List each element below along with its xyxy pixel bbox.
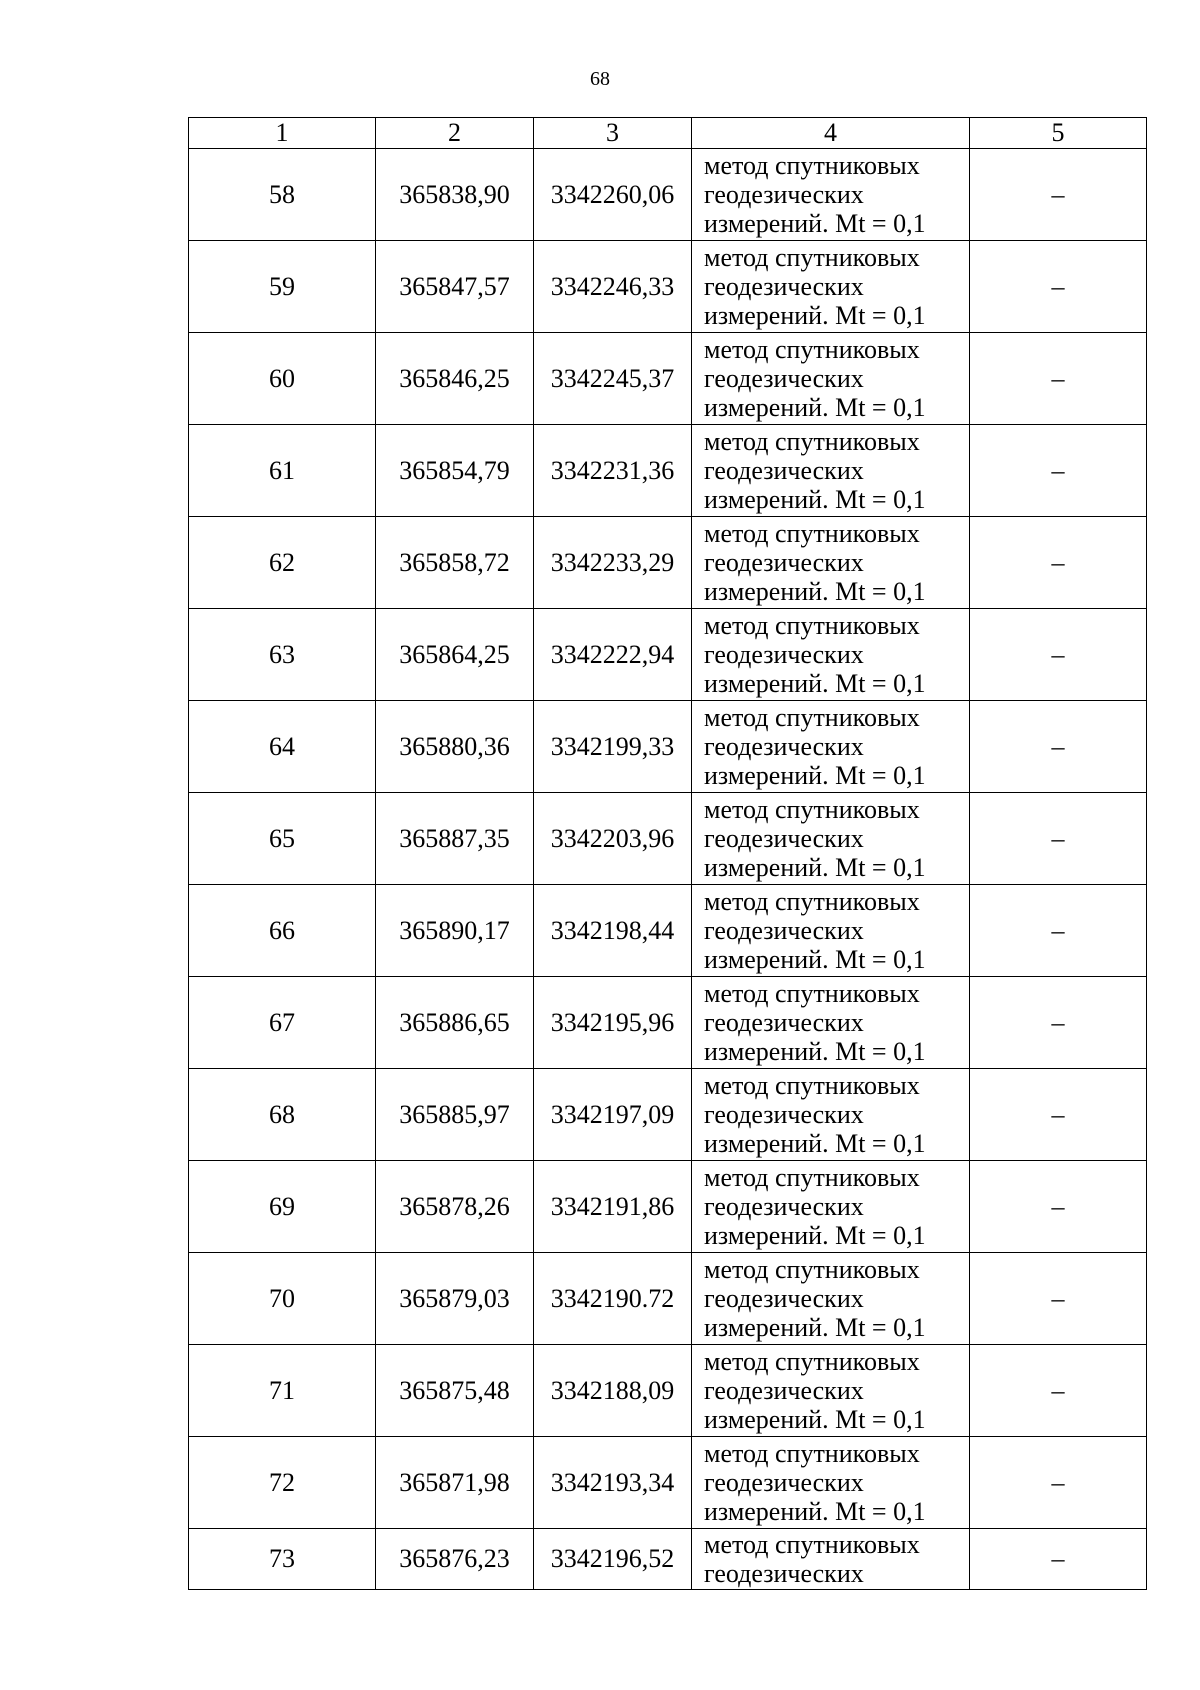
point-number-cell: 61 <box>189 425 376 517</box>
table-row <box>189 1437 1147 1529</box>
column-5-cell: – <box>970 425 1147 517</box>
method-line: метод спутниковых <box>704 335 920 364</box>
y-coordinate-cell: 3342245,37 <box>534 333 692 425</box>
y-coordinate-cell: 3342195,96 <box>534 977 692 1069</box>
method-line: метод спутниковых <box>704 427 920 456</box>
method-line: метод спутниковых <box>704 1439 920 1468</box>
column-5-cell: – <box>970 1161 1147 1253</box>
method-line: геодезических <box>704 916 864 945</box>
table-row <box>189 977 1147 1069</box>
column-5-cell: – <box>970 793 1147 885</box>
x-coordinate-cell: 365879,03 <box>376 1253 534 1345</box>
table-row <box>189 793 1147 885</box>
method-line: метод спутниковых <box>704 1530 920 1559</box>
method-line: геодезических <box>704 180 864 209</box>
method-line: геодезических <box>704 272 864 301</box>
column-header: 1 <box>189 118 376 149</box>
column-5-cell: – <box>970 701 1147 793</box>
x-coordinate-cell: 365871,98 <box>376 1437 534 1529</box>
method-line: геодезических <box>704 640 864 669</box>
method-cell <box>692 241 970 333</box>
method-line: метод спутниковых <box>704 979 920 1008</box>
method-cell <box>692 1253 970 1345</box>
point-number-cell: 64 <box>189 701 376 793</box>
column-5-cell: – <box>970 241 1147 333</box>
y-coordinate-cell: 3342233,29 <box>534 517 692 609</box>
column-5-cell: – <box>970 1437 1147 1529</box>
point-number-cell: 62 <box>189 517 376 609</box>
x-coordinate-cell: 365846,25 <box>376 333 534 425</box>
point-number-cell: 72 <box>189 1437 376 1529</box>
y-coordinate-cell: 3342231,36 <box>534 425 692 517</box>
column-5-cell: – <box>970 1345 1147 1437</box>
method-cell <box>692 1069 970 1161</box>
table-row <box>189 1253 1147 1345</box>
method-cell <box>692 1437 970 1529</box>
column-header: 4 <box>692 118 970 149</box>
method-line: метод спутниковых <box>704 1347 920 1376</box>
point-number-cell: 60 <box>189 333 376 425</box>
method-line: геодезических <box>704 824 864 853</box>
column-5-cell: – <box>970 1529 1147 1590</box>
x-coordinate-cell: 365838,90 <box>376 149 534 241</box>
point-number-cell: 71 <box>189 1345 376 1437</box>
method-line: измерений. Mt = 0,1 <box>704 393 926 422</box>
method-line: геодезических <box>704 1559 864 1588</box>
y-coordinate-cell: 3342196,52 <box>534 1529 692 1590</box>
method-line: геодезических <box>704 1376 864 1405</box>
column-5-cell: – <box>970 1069 1147 1161</box>
y-coordinate-cell: 3342193,34 <box>534 1437 692 1529</box>
method-line: измерений. Mt = 0,1 <box>704 209 926 238</box>
table-row <box>189 885 1147 977</box>
method-line: метод спутниковых <box>704 887 920 916</box>
method-line: метод спутниковых <box>704 703 920 732</box>
method-line: измерений. Mt = 0,1 <box>704 761 926 790</box>
method-line: метод спутниковых <box>704 151 920 180</box>
x-coordinate-cell: 365854,79 <box>376 425 534 517</box>
y-coordinate-cell: 3342199,33 <box>534 701 692 793</box>
point-number-cell: 69 <box>189 1161 376 1253</box>
method-line: измерений. Mt = 0,1 <box>704 669 926 698</box>
method-line: метод спутниковых <box>704 795 920 824</box>
column-header: 3 <box>534 118 692 149</box>
y-coordinate-cell: 3342246,33 <box>534 241 692 333</box>
method-cell <box>692 517 970 609</box>
method-line: измерений. Mt = 0,1 <box>704 1497 926 1526</box>
x-coordinate-cell: 365890,17 <box>376 885 534 977</box>
method-line: метод спутниковых <box>704 1071 920 1100</box>
method-line: измерений. Mt = 0,1 <box>704 1221 926 1250</box>
method-cell <box>692 1345 970 1437</box>
method-cell <box>692 149 970 241</box>
column-header: 2 <box>376 118 534 149</box>
method-line: измерений. Mt = 0,1 <box>704 577 926 606</box>
table-row <box>189 1161 1147 1253</box>
column-5-cell: – <box>970 885 1147 977</box>
method-line: измерений. Mt = 0,1 <box>704 301 926 330</box>
table-header-row <box>189 118 1147 149</box>
table-row <box>189 1345 1147 1437</box>
method-cell <box>692 701 970 793</box>
x-coordinate-cell: 365878,26 <box>376 1161 534 1253</box>
point-number-cell: 66 <box>189 885 376 977</box>
y-coordinate-cell: 3342197,09 <box>534 1069 692 1161</box>
table-row <box>189 1529 1147 1590</box>
y-coordinate-cell: 3342198,44 <box>534 885 692 977</box>
method-line: геодезических <box>704 1284 864 1313</box>
method-line: метод спутниковых <box>704 519 920 548</box>
x-coordinate-cell: 365847,57 <box>376 241 534 333</box>
x-coordinate-cell: 365864,25 <box>376 609 534 701</box>
method-line: измерений. Mt = 0,1 <box>704 853 926 882</box>
point-number-cell: 67 <box>189 977 376 1069</box>
column-header: 5 <box>970 118 1147 149</box>
method-line: измерений. Mt = 0,1 <box>704 945 926 974</box>
method-line: геодезических <box>704 364 864 393</box>
y-coordinate-cell: 3342203,96 <box>534 793 692 885</box>
table-body <box>189 149 1147 1590</box>
method-line: метод спутниковых <box>704 1163 920 1192</box>
point-number-cell: 73 <box>189 1529 376 1590</box>
x-coordinate-cell: 365885,97 <box>376 1069 534 1161</box>
table-row <box>189 149 1147 241</box>
method-cell <box>692 885 970 977</box>
method-line: геодезических <box>704 1192 864 1221</box>
y-coordinate-cell: 3342191,86 <box>534 1161 692 1253</box>
coordinates-table <box>188 117 1147 1590</box>
table-row <box>189 517 1147 609</box>
column-5-cell: – <box>970 149 1147 241</box>
method-line: геодезических <box>704 1468 864 1497</box>
x-coordinate-cell: 365886,65 <box>376 977 534 1069</box>
y-coordinate-cell: 3342190.72 <box>534 1253 692 1345</box>
method-line: измерений. Mt = 0,1 <box>704 1313 926 1342</box>
point-number-cell: 59 <box>189 241 376 333</box>
method-cell <box>692 793 970 885</box>
method-line: геодезических <box>704 548 864 577</box>
table-row <box>189 425 1147 517</box>
point-number-cell: 65 <box>189 793 376 885</box>
column-5-cell: – <box>970 609 1147 701</box>
y-coordinate-cell: 3342260,06 <box>534 149 692 241</box>
method-line: измерений. Mt = 0,1 <box>704 1129 926 1158</box>
method-line: измерений. Mt = 0,1 <box>704 485 926 514</box>
page-number: 68 <box>590 68 610 90</box>
y-coordinate-cell: 3342222,94 <box>534 609 692 701</box>
table-row <box>189 701 1147 793</box>
table-row <box>189 241 1147 333</box>
column-5-cell: – <box>970 977 1147 1069</box>
method-line: измерений. Mt = 0,1 <box>704 1037 926 1066</box>
table-row <box>189 1069 1147 1161</box>
method-line: метод спутниковых <box>704 243 920 272</box>
method-cell <box>692 425 970 517</box>
x-coordinate-cell: 365875,48 <box>376 1345 534 1437</box>
table-row <box>189 333 1147 425</box>
y-coordinate-cell: 3342188,09 <box>534 1345 692 1437</box>
method-line: метод спутниковых <box>704 1255 920 1284</box>
point-number-cell: 68 <box>189 1069 376 1161</box>
method-line: геодезических <box>704 1100 864 1129</box>
method-line: геодезических <box>704 456 864 485</box>
method-line: метод спутниковых <box>704 611 920 640</box>
x-coordinate-cell: 365887,35 <box>376 793 534 885</box>
method-cell <box>692 1529 970 1590</box>
column-5-cell: – <box>970 517 1147 609</box>
point-number-cell: 70 <box>189 1253 376 1345</box>
method-line: измерений. Mt = 0,1 <box>704 1405 926 1434</box>
method-cell <box>692 333 970 425</box>
method-cell <box>692 977 970 1069</box>
x-coordinate-cell: 365876,23 <box>376 1529 534 1590</box>
point-number-cell: 63 <box>189 609 376 701</box>
x-coordinate-cell: 365858,72 <box>376 517 534 609</box>
method-cell <box>692 1161 970 1253</box>
method-cell <box>692 609 970 701</box>
table-row <box>189 609 1147 701</box>
method-line: геодезических <box>704 1008 864 1037</box>
column-5-cell: – <box>970 333 1147 425</box>
point-number-cell: 58 <box>189 149 376 241</box>
x-coordinate-cell: 365880,36 <box>376 701 534 793</box>
method-line: геодезических <box>704 732 864 761</box>
column-5-cell: – <box>970 1253 1147 1345</box>
